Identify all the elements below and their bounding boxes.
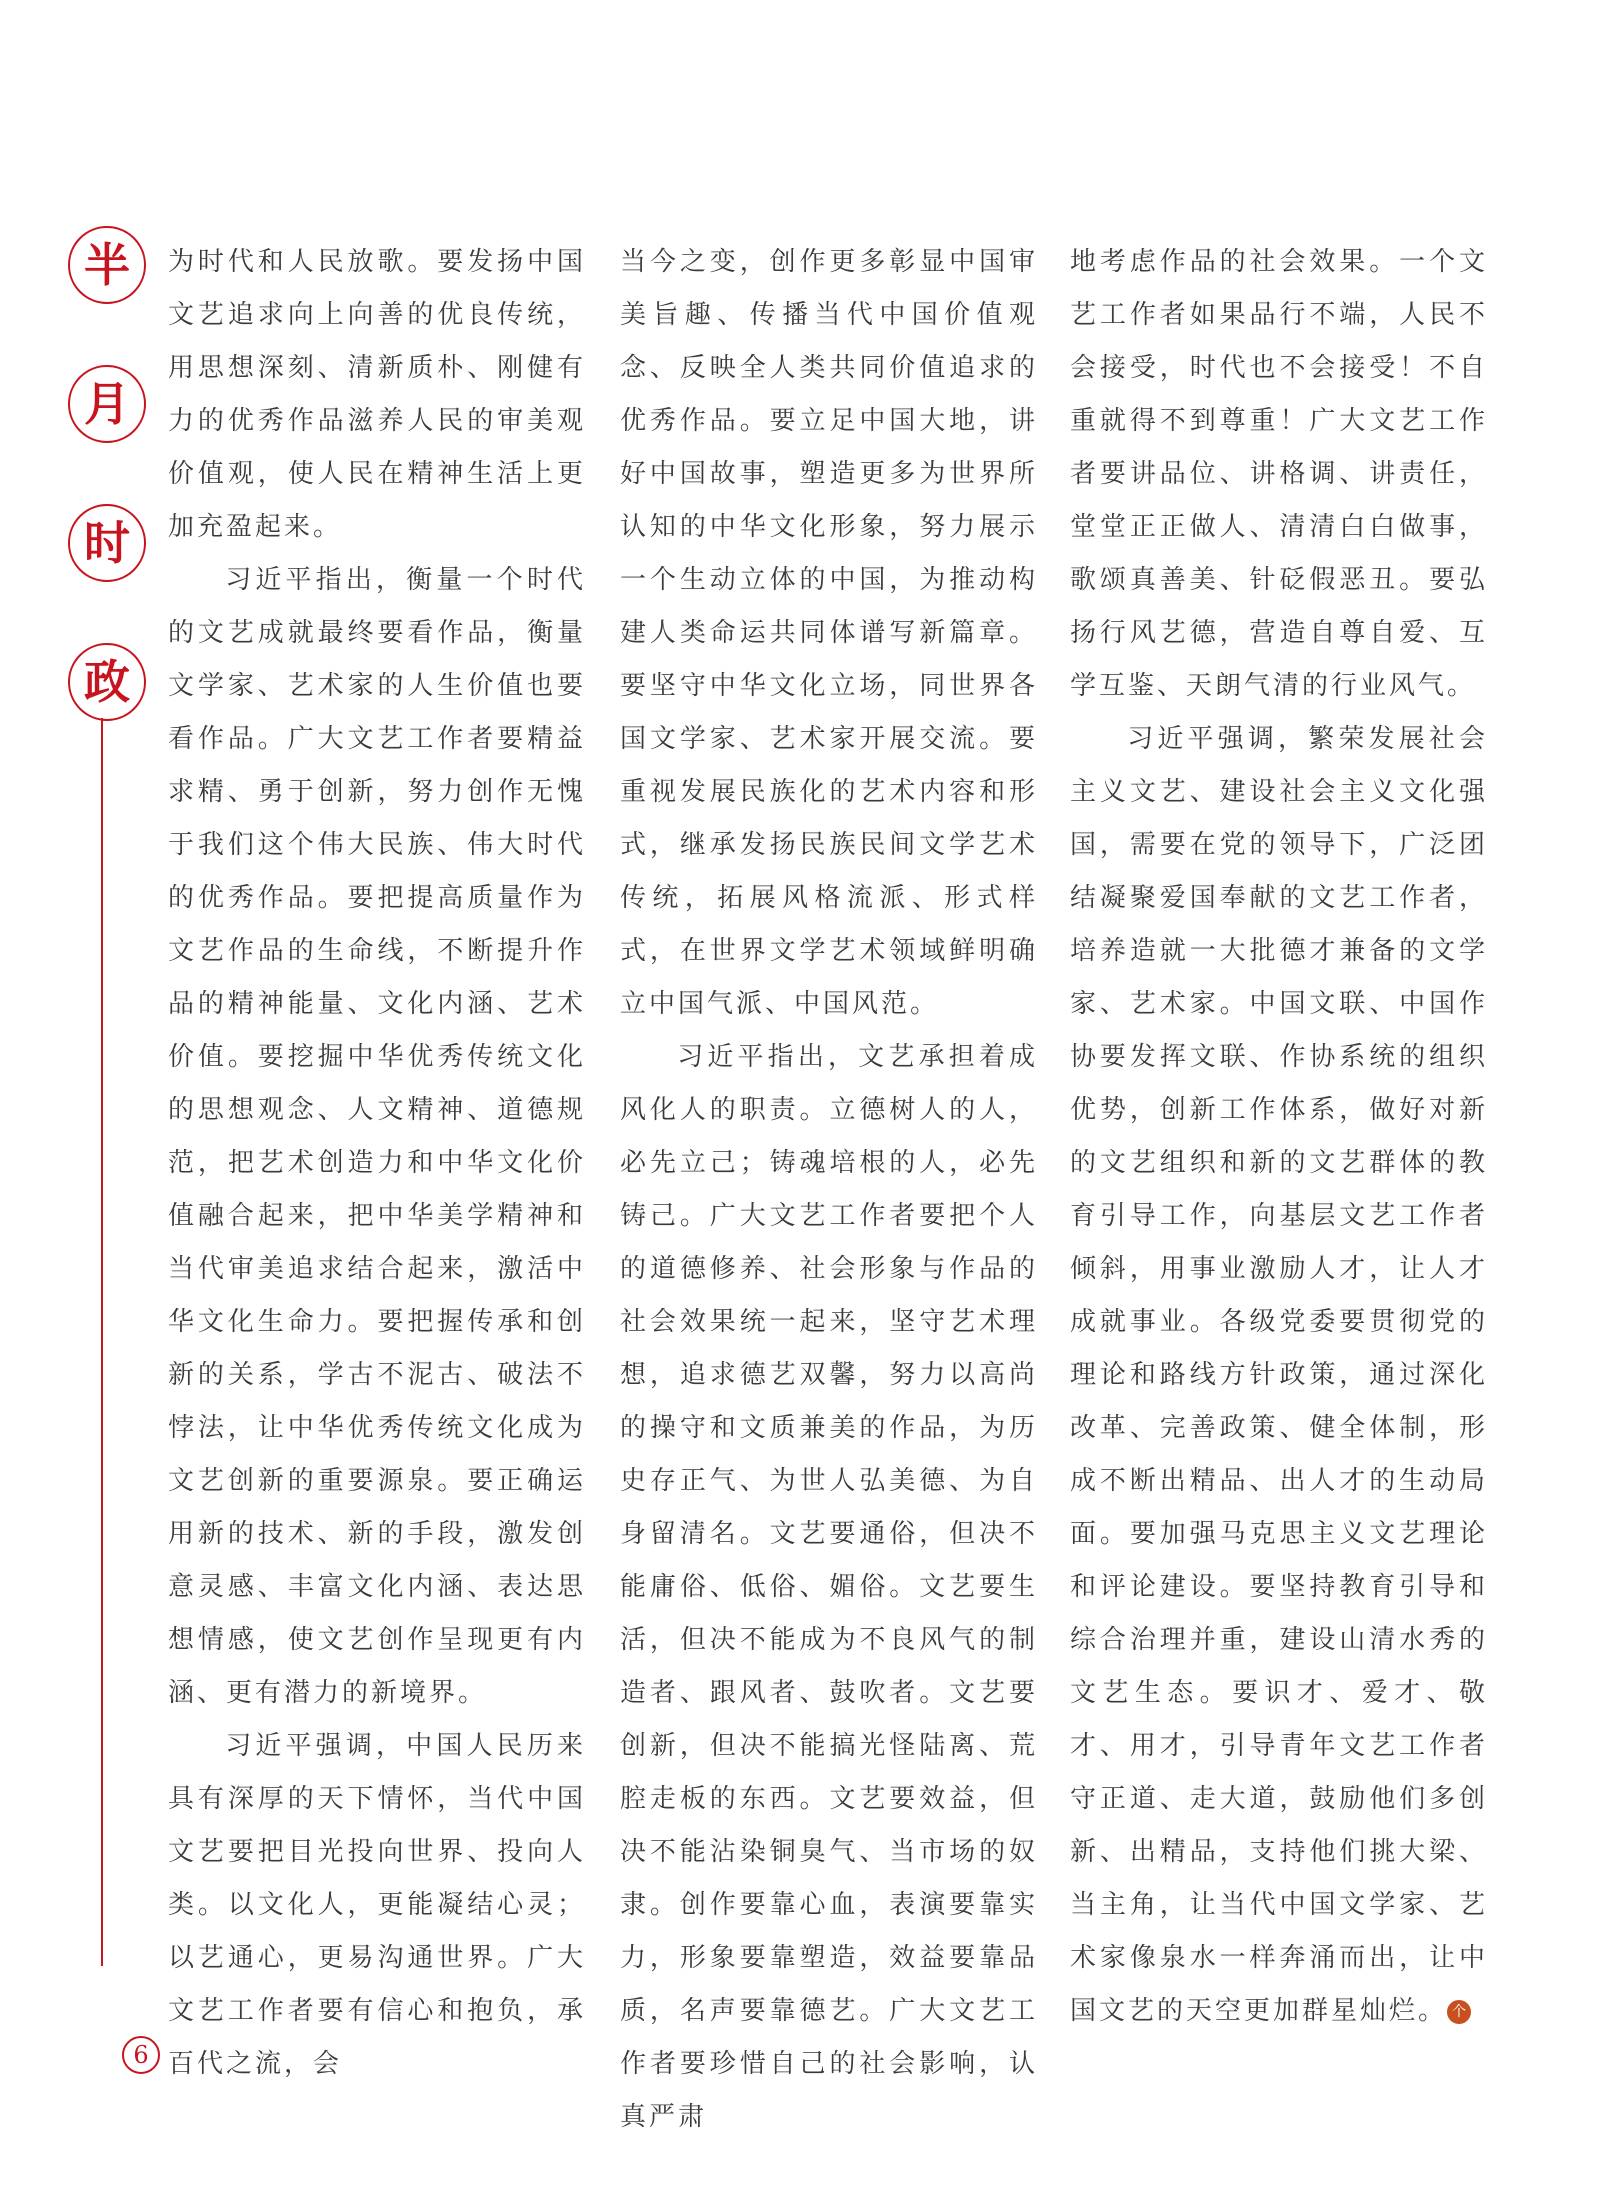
masthead-divider-line bbox=[101, 718, 103, 1966]
masthead-char-yue: 月 bbox=[68, 365, 146, 443]
paragraph-text: 习近平强调，繁荣发展社会主义文艺、建设社会主义文化强国，需要在党的领导下，广泛团结凝聚爱国奉献的文艺工作者，培养造就一大批德才兼备的文学家、艺术家。中国文联、中国作协要发挥文联、作协系统的组织优势，创新工作体系，做好对新的文艺组织和新的文艺群体的教育引导工作，向基层文艺工作者倾斜，用事业激励人才，让人才成就事业。各级党委要贯彻党的理论和路线方针政策，通过深化改革、完善政策、健全体制，形成不断出精品、出人才的生动局面。要加强马克思主义文艺理论和评论建设。要坚持教育引导和综合治理并重，建设山清水秀的文艺生态。要识才、爱才、敬才、用才，引导青年文艺工作者守正道、走大道，鼓励他们多创新、出精品，支持他们挑大梁、当主角，让当代中国文学家、艺术家像泉水一样奔涌而出，让中国文艺的天空更加群星灿烂。 bbox=[1070, 724, 1488, 2026]
end-mark-icon: 个 bbox=[1447, 2000, 1471, 2024]
masthead-char-shi: 时 bbox=[68, 504, 146, 582]
masthead-char-zheng: 政 bbox=[68, 643, 146, 721]
paragraph: 当今之变，创作更多彰显中国审美旨趣、传播当代中国价值观念、反映全人类共同价值追求的优秀作品。要立足中国大地，讲好中国故事，塑造更多为世界所认知的中华文化形象，努力展示一个生动立体的中国，为推动构建人类命运共同体谱写新篇章。要坚守中华文化立场，同世界各国文学家、艺术家开展交流。要重视发展民族化的艺术内容和形式，继承发扬民族民间文学艺术传统，拓展风格流派、形式样式，在世界文学艺术领域鲜明确立中国气派、中国风范。 bbox=[620, 247, 1038, 1019]
paragraph: 习近平强调，中国人民历来具有深厚的天下情怀，当代中国文艺要把目光投向世界、投向人类。以文化人，更能凝结心灵；以艺通心，更易沟通世界。广大文艺工作者要有信心和抱负，承百代之流，会 bbox=[168, 1731, 586, 2079]
article-column-2 bbox=[620, 236, 1038, 2144]
paragraph: 习近平指出，衡量一个时代的文艺成就最终要看作品，衡量文学家、艺术家的人生价值也要看作品。广大文艺工作者要精益求精、勇于创新，努力创作无愧于我们这个伟大民族、伟大时代的优秀作品。要把提高质量作为文艺作品的生命线，不断提升作品的精神能量、文化内涵、艺术价值。要挖掘中华优秀传统文化的思想观念、人文精神、道德规范，把艺术创造力和中华文化价值融合起来，把中华美学精神和当代审美追求结合起来，激活中华文化生命力。要把握传承和创新的关系，学古不泥古、破法不悖法，让中华优秀传统文化成为文艺创新的重要源泉。要正确运用新的技术、新的手段，激发创意灵感、丰富文化内涵、表达思想情感，使文艺创作呈现更有内涵、更有潜力的新境界。 bbox=[168, 565, 586, 1708]
masthead-char-ban: 半 bbox=[68, 226, 146, 304]
masthead bbox=[68, 226, 154, 782]
article-column-3 bbox=[1070, 236, 1488, 2038]
page-number: 6 bbox=[122, 2036, 160, 2074]
article-column-1 bbox=[168, 236, 586, 2091]
paragraph: 地考虑作品的社会效果。一个文艺工作者如果品行不端，人民不会接受，时代也不会接受！不自重就得不到尊重！广大文艺工作者要讲品位、讲格调、讲责任，堂堂正正做人、清清白白做事，歌颂真善美、针砭假恶丑。要弘扬行风艺德，营造自尊自爱、互学互鉴、天朗气清的行业风气。 bbox=[1070, 247, 1488, 701]
paragraph: 为时代和人民放歌。要发扬中国文艺追求向上向善的优良传统，用思想深刻、清新质朴、刚健有力的优秀作品滋养人民的审美观价值观，使人民在精神生活上更加充盈起来。 bbox=[168, 247, 586, 542]
paragraph: 习近平指出，文艺承担着成风化人的职责。立德树人的人，必先立己；铸魂培根的人，必先铸己。广大文艺工作者要把个人的道德修养、社会形象与作品的社会效果统一起来，坚守艺术理想，追求德艺双馨，努力以高尚的操守和文质兼美的作品，为历史存正气、为世人弘美德、为自身留清名。文艺要通俗，但决不能庸俗、低俗、媚俗。文艺要生活，但决不能成为不良风气的制造者、跟风者、鼓吹者。文艺要创新，但决不能搞光怪陆离、荒腔走板的东西。文艺要效益，但决不能沾染铜臭气、当市场的奴隶。创作要靠心血，表演要靠实力，形象要靠塑造，效益要靠品质，名声要靠德艺。广大文艺工作者要珍惜自己的社会影响，认真严肃 bbox=[620, 1042, 1038, 2132]
paragraph bbox=[1070, 713, 1488, 2038]
